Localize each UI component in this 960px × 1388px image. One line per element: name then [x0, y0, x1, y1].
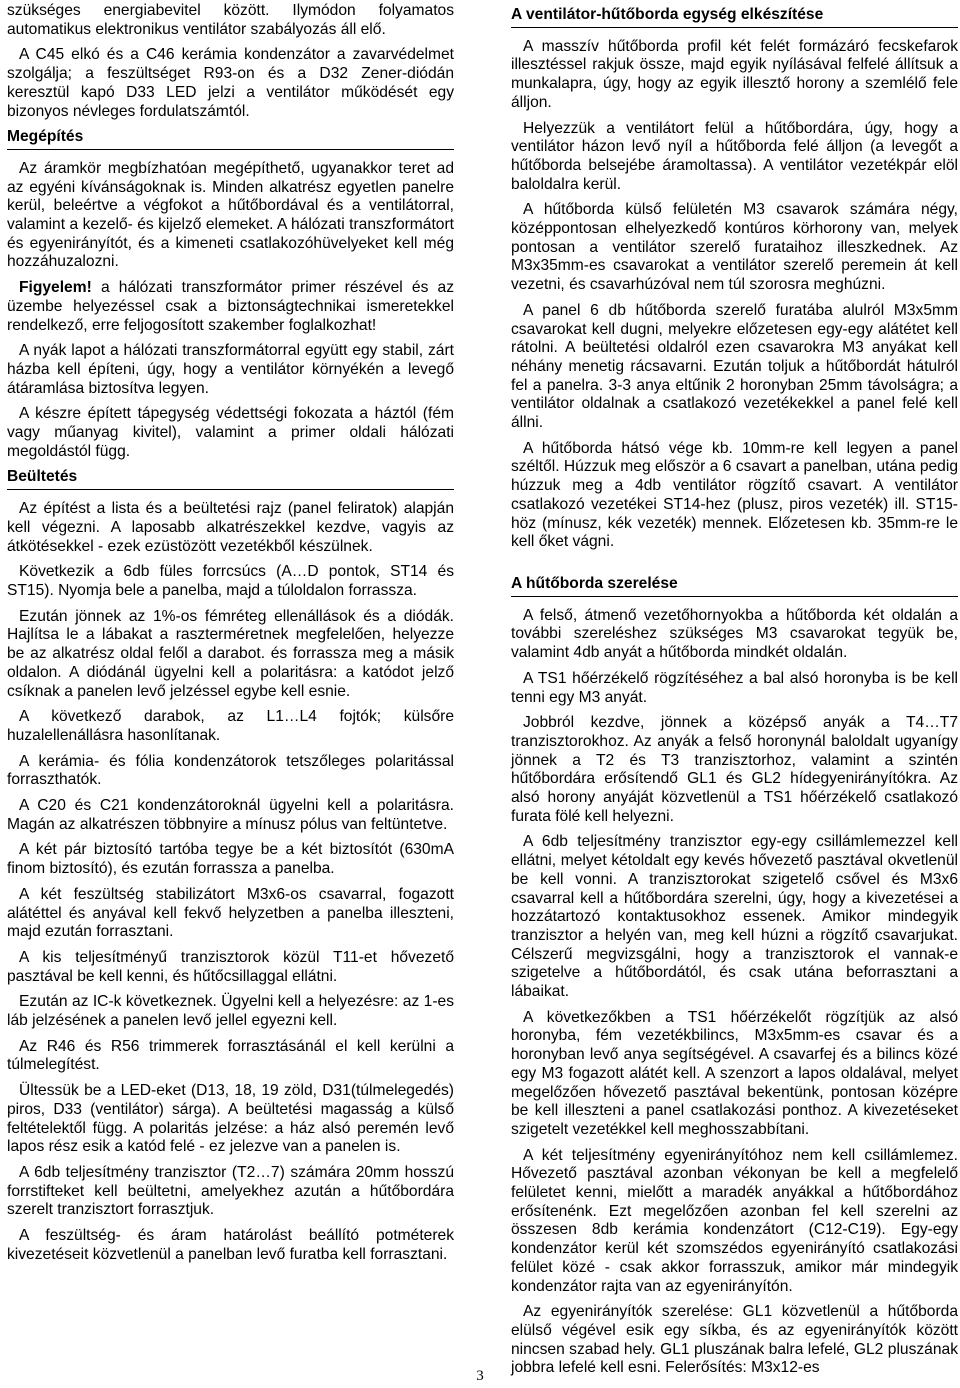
paragraph — [7, 279, 454, 335]
section-heading-beultetes: Beültetés — [7, 468, 454, 490]
paragraph: Ezután jönnek az 1%-os fémréteg ellenállások és a diódák. Hajlítsa le a lábakat a raszterméretnek megfelelően, helyezze be az alkatrész oldal felől a darabot. és forrassza meg a másik oldalon. A diódánál ügyelni kell a polaritásra: a katódot jelző csíknak a panelen levő jelzéssel egybe kell esnie. — [7, 607, 454, 700]
paragraph: A következő darabok, az L1…L4 fojtók; külsőre huzalellenállásra hasonlítanak. — [7, 708, 454, 744]
paragraph: A TS1 hőérzékelő rögzítéséhez a bal alsó horonyba is be kell tenni egy M3 anyát. — [511, 669, 958, 706]
paragraph: A 6db teljesítmény tranzisztor egy-egy csillámlemezzel kell ellátni, melyet kétoldalt egy kevés hővezető pasztával okvetlenül be kell vonni. A tranzisztorokat szigetelő csővel és M3x6 csavarral kell a hűtőbordára szerelni, úgy, hogy a kivezetései a hozzátartozó kontaktusokhoz essenek. Amikor mindegyik tranzisztor a helyén van, meg kell húzni a rögzítő csavarjukat. Célszerű megvizsgálni, hogy a tranzisztorok el vannak-e szigetelve a hűtőbordától, és csak utána beforrasztani a lábaikat. — [511, 833, 958, 1001]
paragraph: A következőkben a TS1 hőérzékelőt rögzítjük az alsó horonyba, fém vezetékbilincs, M3x5mm-es csavar és a horonyban levő anya segítségével. A csavarfej és a bilincs közé egy M3 fogazott alátét kell. A szenzort a lapos oldalával, melyet megelőzően hővezető pasztával bekentünk, pontosan középre be kell illeszteni a panel csatlakozási ponthoz. A kivezetéseket szigetelt vezetékkel kell meghosszabbítani. — [511, 1008, 958, 1138]
paragraph: Az építést a lista és a beültetési rajz (panel feliratok) alapján kell végezni. A laposabb alkatrészekkel kezdve, vagyis az átkötésekkel - ezek ezüstözött vezetékből készülnek. — [7, 500, 454, 555]
paragraph: Helyezzük a ventilátort felül a hűtőbordára, úgy, hogy a ventilátor házon levő nyíl a hűtőborda felé álljon (a levegőt a hűtőborda belsejébe áramoltassa). A ventilátor vezetékpár elöl baloldalra kerül. — [511, 119, 958, 193]
right-column — [511, 2, 958, 1385]
warning-label: Figyelem! — [19, 279, 92, 297]
section-heading-ventilator: A ventilátor-hűtőborda egység elkészítése — [511, 6, 958, 28]
section-heading-megepites: Megépítés — [7, 128, 454, 150]
paragraph: A kis teljesítményű tranzisztorok közül T11-et hővezető pasztával be kell kenni, és hűtőcsillaggal ellátni. — [7, 948, 454, 985]
section-heading-szereles: A hűtőborda szerelése — [511, 575, 958, 597]
paragraph: A hűtőborda külső felületén M3 csavarok számára négy, középpontosan elhelyezkedő kontúros körhorony van, melyek pontosan a ventilátor szerelő furataihoz illeszkednek. Az M3x35mm-es csavarokat a ventilátor szerelő peremein át kell vezetni, és csavarhúzóval nem túl szorosra meghúzni. — [511, 201, 958, 294]
left-column — [7, 2, 454, 1271]
paragraph: Jobbról kezdve, jönnek a középső anyák a T4…T7 tranzisztorokhoz. Az anyák a felső horonynál baloldalt ugyanígy jönnek a T2 és T3 tranzisztorhoz, valamint a szintén hűtőbordára erősítendő GL1 és GL2 hídegyenirányítókra. Az alsó horony anyáját közvetlenül a TS1 hőérzékelő csatlakozó furata fölé kell helyezni. — [511, 714, 958, 825]
paragraph: A feszültség- és áram határolást beállító potméterek kivezetéseit közvetlenül a panelban levő furatba kell forrasztani. — [7, 1227, 454, 1263]
paragraph: A hűtőborda hátsó vége kb. 10mm-re kell legyen a panel széltől. Húzzuk meg először a 6 csavart a panelban, utána pedig húzzuk meg a 4db ventilátor rögzítő csavart. A ventilátor csatlakozó vezetékei ST14-hez (plusz, piros vezeték) ill. ST15-höz (mínusz, kék vezeték) mennek. Előzetesen kb. 35mm-re le kell őket vágni. — [511, 439, 958, 551]
paragraph: A két feszültség stabilizátort M3x6-os csavarral, fogazott alátéttel és anyával kell fekvő helyzetben a panelba illeszteni, majd ezután forrasztani. — [7, 885, 454, 941]
paragraph: A 6db teljesítmény tranzisztor (T2…7) számára 20mm hosszú forrstifteket kell beültetni, amelyekhez azután a hűtőbordára szerelt tranzisztort forrasztjuk. — [7, 1163, 454, 1219]
paragraph: A készre épített tápegység védettségi fokozata a háztól (fém vagy műanyag kivitel), valamint a primer oldali hálózati megoldástól függ. — [7, 405, 454, 460]
paragraph: A panel 6 db hűtőborda szerelő furatába alulról M3x5mm csavarokat kell dugni, melyekre előzetesen egy-egy alátétet kell rátolni. A beültetési oldalról ezen csavarokra M3 anyákat kell néhány menetig rácsavarni. Ezután toljuk a hűtőbordát hátulról fel a panelra. 3-3 anya eltűnik 2 horonyban 25mm távolságra; a ventilátor oldalnak a csatlakozó vezetékekkel a panel felé kell állni. — [511, 301, 958, 432]
paragraph: A nyák lapot a hálózati transzformátorral együtt egy stabil, zárt házba kell építeni, úgy, hogy a ventilátor környékén a levegő átáramlása biztosítva legyen. — [7, 342, 454, 397]
paragraph: Az R46 és R56 trimmerek forrasztásánál el kell kerülni a túlmelegítést. — [7, 1037, 454, 1074]
paragraph: Az egyenirányítók szerelése: GL1 közvetlenül a hűtőborda elülső végével esik egy síkba, és az egyenirányítók között nincsen szabad hely. GL1 pluszának balra lefelé, GL2 pluszának jobbra lefelé kell esni. Felerősítés: M3x12-es — [511, 1303, 958, 1377]
paragraph: szükséges energiabevitel között. Ilymódon folyamatos automatikus elektronikus ventilátor szabályozás áll elő. — [7, 2, 454, 38]
paragraph: A kerámia- és fólia kondenzátorok tetszőleges polaritással forraszthatók. — [7, 752, 454, 789]
paragraph: A felső, átmenő vezetőhornyokba a hűtőborda két oldalán a további szereléshez szükséges M3 csavarokat tegyük be, valamint 4db anyát a hűtőborda mindkét oldalán. — [511, 606, 958, 662]
paragraph: A masszív hűtőborda profil két felét formázáró fecskefarok illesztéssel rakjuk össze, majd egyik nyílásával felfelé állítsuk a munkalapra, úgy, hogy az egyik illesztő horony a szemlélő fele álljon. — [511, 37, 958, 111]
paragraph: A C45 elkó és a C46 kerámia kondenzátor a zavarvédelmet szolgálja; a feszültséget R93-on és a D32 Zener-diódán keresztül kapó D33 LED jelzi a ventilátor működését egy bizonyos névleges fordulatszámtól. — [7, 46, 454, 120]
paragraph: Következik a 6db füles forrcsúcs (A…D pontok, ST14 és ST15). Nyomja bele a panelba, majd a túloldalon forrassza. — [7, 563, 454, 599]
paragraph: A két teljesítmény egyenirányítóhoz nem kell csillámlemez. Hővezető pasztával azonban vékonyan be kell a megfelelő felületet kenni, mielőtt a maradék anyákkal a hűtőbordához erősítenénk. Ezt megelőzően azonban fel kell szerelni az összesen 8db kerámia kondenzátort (C12-C19). Egy-egy kondenzátor kerül két szomszédos egyenirányító csatlakozási felület közé - csak akkor forrasszuk, amikor már mindegyik kondenzátor rajta van az egyenirányítón. — [511, 1146, 958, 1295]
page-number: 3 — [476, 1368, 484, 1384]
paragraph: Ültessük be a LED-eket (D13, 18, 19 zöld, D31(túlmelegedés) piros, D33 (ventilátor) sárga). A beültetési magasság a külső feltételektől függ. A polaritás jelzése: a ház alsó peremén levő lapos rész esik a katód felé - ez jelezve van a panelen is. — [7, 1082, 454, 1156]
paragraph: Ezután az IC-k következnek. Ügyelni kell a helyezésre: az 1-es láb jelzésének a panelen levő jellel egyezni kell. — [7, 993, 454, 1030]
paragraph: Az áramkör megbízhatóan megépíthető, ugyanakkor teret ad az egyéni kívánságoknak is. Minden alkatrész egyetlen panelre kerül, beleértve a végfokot a hűtőbordával és a ventilátorral, valamint a kezelő- és kijelző elemeket. A hálózati transzformátort és egyenirányítót, és a kimeneti csatlakozóhüvelyeket kell még hozzáhuzalozni. — [7, 159, 454, 271]
paragraph: A két pár biztosító tartóba tegye be a két biztosítót (630mA finom biztosító), és ezután forrassza a panelba. — [7, 841, 454, 878]
warning-text: a hálózati transzformátor primer részével és az üzembe helyezéssel csak a biztonságtechnikai ismeretekkel rendelkező, erre feljogosított szakember foglalkozhat! — [7, 279, 454, 334]
spacer — [511, 559, 958, 571]
paragraph: A C20 és C21 kondenzátoroknál ügyelni kell a polaritásra. Magán az alkatrészen többnyire a mínusz pólus van feltüntetve. — [7, 797, 454, 833]
